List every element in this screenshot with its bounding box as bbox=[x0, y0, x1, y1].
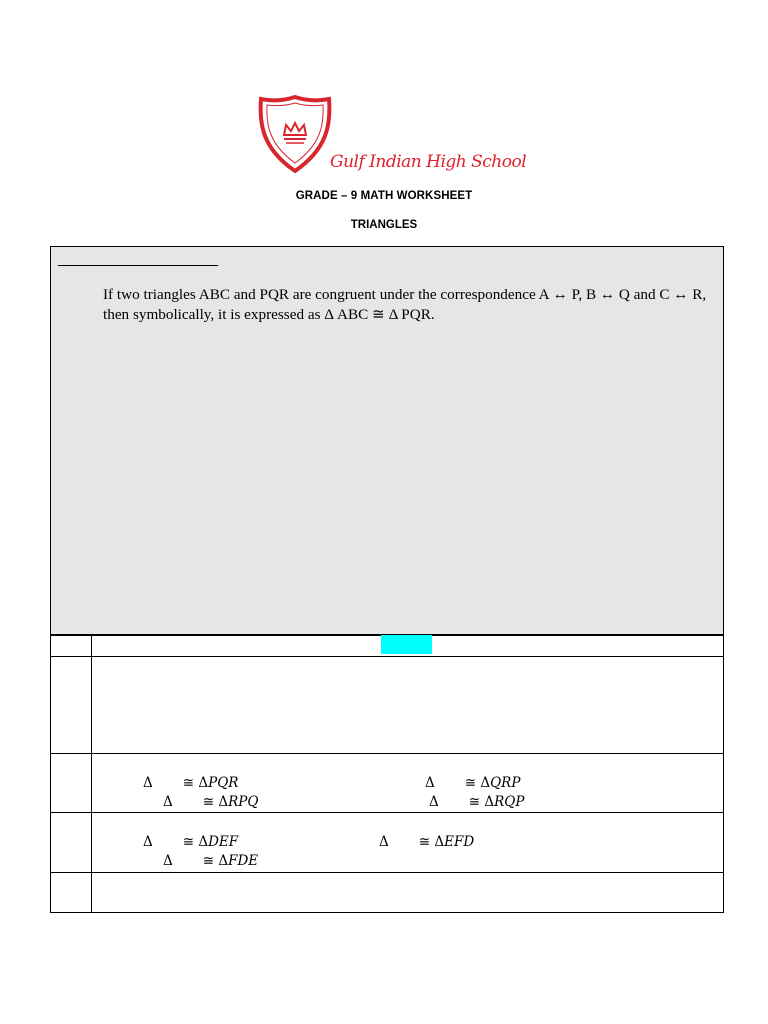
worksheet-title: GRADE – 9 MATH WORKSHEET bbox=[295, 190, 473, 202]
highlight-mark bbox=[381, 635, 432, 654]
congruence-statement: Δ ≅ ΔFDE bbox=[163, 853, 259, 869]
table-row-2 bbox=[51, 656, 723, 754]
congruence-statement: Δ ≅ ΔPQR bbox=[143, 775, 239, 791]
table-row-1 bbox=[51, 634, 723, 657]
table-row-5 bbox=[51, 872, 723, 913]
table-row-4 bbox=[51, 812, 723, 873]
worksheet-table bbox=[50, 634, 724, 913]
definition-box bbox=[50, 246, 724, 636]
congruence-statement: Δ ≅ ΔDEF bbox=[143, 834, 239, 850]
school-logo bbox=[257, 95, 333, 173]
table-row-3 bbox=[51, 753, 723, 813]
congruence-statement: Δ ≅ ΔRPQ bbox=[163, 794, 259, 810]
school-name: Gulf Indian High School bbox=[330, 152, 527, 172]
blank-heading-rule bbox=[58, 265, 218, 266]
congruence-statement: Δ ≅ ΔQRP bbox=[425, 775, 521, 791]
congruence-statement: Δ ≅ ΔRQP bbox=[429, 794, 525, 810]
topic-title: TRIANGLES bbox=[350, 219, 418, 231]
congruence-definition: If two triangles ABC and PQR are congruent under the correspondence A ↔ P, B ↔ Q and C ↔ R, then symbolically, it is expressed as Δ ABC ≅ Δ PQR. bbox=[103, 286, 707, 323]
congruence-statement: Δ ≅ ΔEFD bbox=[379, 834, 475, 850]
